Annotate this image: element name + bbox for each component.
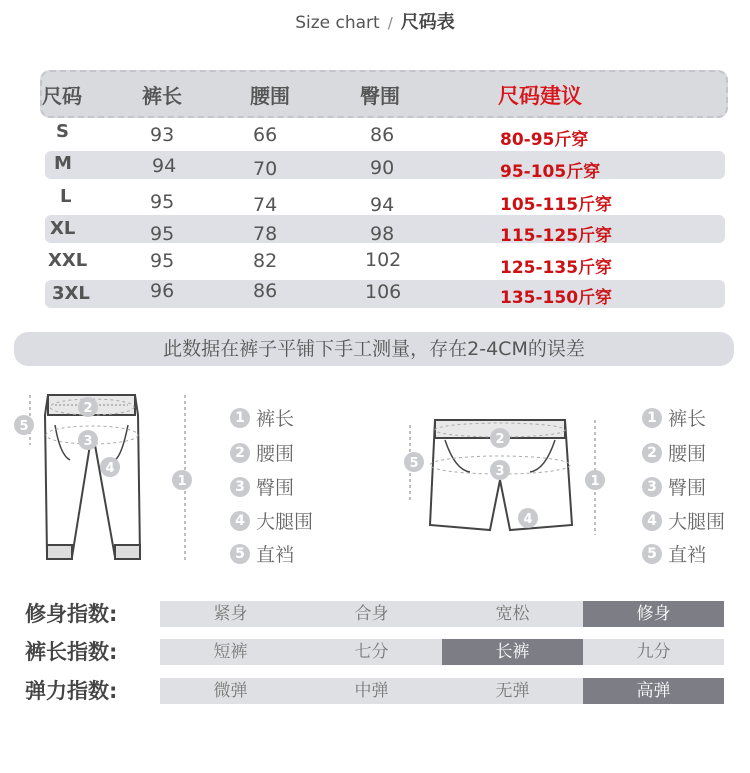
svg-text:2: 2 (495, 432, 505, 447)
legend-number: 1 (642, 408, 662, 428)
length-option: 短裤 (213, 642, 248, 662)
cell-recommendation: 125-135斤穿 (500, 258, 613, 278)
svg-text:5: 5 (19, 419, 29, 434)
cell-hip: 90 (370, 157, 395, 179)
stretch-option: 无弹 (495, 681, 530, 701)
cell-recommendation: 80-95斤穿 (500, 130, 589, 150)
legend-item-rise: 5 直裆 (230, 540, 294, 567)
length-option: 七分 (354, 642, 389, 662)
legend-number: 3 (230, 477, 250, 497)
cell-hip: 94 (370, 194, 395, 216)
legend-number: 1 (230, 408, 250, 428)
cell-length: 94 (152, 155, 177, 177)
fit-index-label: 修身指数: (25, 602, 118, 626)
fit-option: 合身 (354, 604, 389, 624)
legend-number: 5 (230, 544, 250, 564)
cell-recommendation: 135-150斤穿 (500, 288, 613, 308)
header-length: 裤长 (142, 84, 182, 108)
fit-option-active: 修身 (583, 601, 724, 627)
svg-text:1: 1 (590, 474, 600, 489)
svg-text:2: 2 (83, 401, 93, 416)
cell-size: 3XL (52, 283, 90, 304)
fit-index-bar (160, 601, 724, 627)
title-en: Size chart (295, 13, 380, 33)
legend-item-thigh-right: 4 大腿围 (642, 507, 725, 534)
legend-number: 5 (642, 544, 662, 564)
legend-item-rise-right: 5 直裆 (642, 540, 706, 567)
svg-text:3: 3 (83, 434, 93, 449)
legend-item-length: 1 裤长 (230, 404, 294, 431)
legend-number: 3 (642, 477, 662, 497)
measurement-note: 此数据在裤子平铺下手工测量，存在2-4CM的误差 (14, 332, 734, 366)
stretch-option-active: 高弹 (583, 678, 724, 704)
cell-waist: 70 (253, 158, 278, 180)
cell-waist: 66 (253, 124, 278, 146)
header-size: 尺码 (42, 84, 82, 108)
cell-waist: 78 (253, 223, 278, 245)
stretch-index-bar (160, 678, 724, 704)
svg-text:3: 3 (495, 464, 505, 479)
cell-size: L (60, 186, 72, 207)
title-separator: / (387, 14, 393, 32)
cell-size: S (56, 121, 69, 142)
stretch-option: 微弹 (213, 681, 248, 701)
cell-recommendation: 115-125斤穿 (500, 226, 613, 246)
cell-recommendation: 105-115斤穿 (500, 195, 613, 215)
cell-hip: 86 (370, 124, 395, 146)
cell-hip: 98 (370, 223, 395, 245)
length-index-bar (160, 639, 724, 665)
cell-size: XL (50, 218, 76, 239)
cell-length: 93 (150, 124, 175, 146)
legend-item-waist: 2 腰围 (230, 439, 294, 466)
cell-waist: 86 (253, 280, 278, 302)
svg-text:5: 5 (409, 456, 419, 471)
cell-hip: 106 (365, 281, 402, 303)
cell-waist: 82 (253, 250, 278, 272)
legend-number: 2 (642, 443, 662, 463)
fit-option: 宽松 (495, 604, 530, 624)
legend-item-hip: 3 臀围 (230, 473, 294, 500)
cell-length: 95 (150, 191, 175, 213)
stretch-index-label: 弹力指数: (25, 679, 118, 703)
legend-item-waist-right: 2 腰围 (642, 439, 706, 466)
pants-diagram (10, 385, 210, 580)
legend-item-thigh: 4 大腿围 (230, 507, 313, 534)
length-option: 九分 (636, 642, 671, 662)
cell-recommendation: 95-105斤穿 (500, 162, 601, 182)
legend-item-length-right: 1 裤长 (642, 404, 706, 431)
title-cn: 尺码表 (400, 12, 455, 33)
svg-text:4: 4 (523, 512, 533, 527)
cell-size: XXL (48, 250, 88, 271)
length-option-active: 长裤 (442, 639, 583, 665)
legend-number: 4 (230, 511, 250, 531)
legend-number: 4 (642, 511, 662, 531)
cell-waist: 74 (253, 194, 278, 216)
header-hip: 臀围 (360, 84, 400, 108)
header-waist: 腰围 (250, 84, 290, 108)
stretch-option: 中弹 (354, 681, 389, 701)
page-title (0, 8, 750, 34)
length-index-label: 裤长指数: (25, 640, 118, 664)
legend-item-hip-right: 3 臀围 (642, 473, 706, 500)
cell-length: 95 (150, 223, 175, 245)
cell-size: M (54, 153, 72, 174)
svg-text:1: 1 (177, 474, 187, 489)
fit-option: 紧身 (213, 604, 248, 624)
legend-number: 2 (230, 443, 250, 463)
header-recommendation: 尺码建议 (498, 84, 582, 108)
shorts-diagram (400, 410, 620, 540)
svg-text:4: 4 (105, 461, 115, 476)
cell-length: 96 (150, 280, 175, 302)
cell-hip: 102 (365, 249, 402, 271)
cell-length: 95 (150, 250, 175, 272)
